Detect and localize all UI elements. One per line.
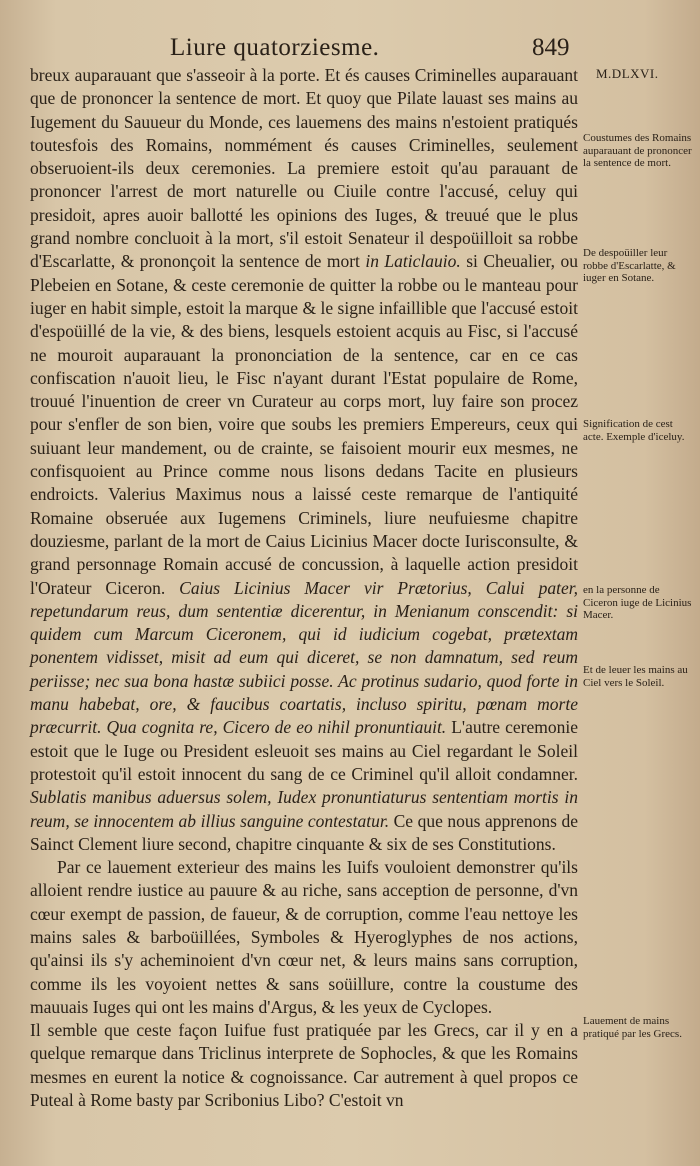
text-run: Il semble que ceste façon Iuifue fust pratiquée par les Grecs, car il y en a quelque remarque dans Triclinus interprete de Sophocles, & que les Romains mesmes en eurent la notice & cognoissance. Car autrement à quel propos ce Puteal à Rome basty par Scribonius Libo? C'estoit vn [30, 1020, 578, 1111]
margin-year: M.DLXVI. [596, 66, 659, 81]
margin-note: Lauement de mains pratiqué par les Grecs. [583, 1015, 682, 1040]
margin-note: Signification de cest acte. Exemple d'iceluy. [583, 418, 685, 443]
margin-note: Coustumes des Romains auparauant de prononcer la sentence de mort. [583, 132, 692, 169]
paragraph [30, 856, 578, 1019]
paragraph [30, 1019, 578, 1112]
latin-quotation: Sublatis manibus aduersus solem, Iudex pronuntiaturus sententiam mortis in reum, se innocentem ab illius sanguine contestatur. [30, 787, 578, 831]
page-number: 849 [532, 34, 570, 61]
latin-quotation: Caius Licinius Macer vir Prætorius, Calui pater, repetundarum reus, dum sententiæ dicerentur, in Menianum conscendit: si quidem cum Marcum Ciceronem, qui id iudicium cogebat, prætextam ponentem vidisset, misit ad eum qui diceret, se non damnatum, sed reum periisse; nec sua bona hastæ subiici posse. Ac protinus sudario, quod forte in manu habebat, ore, & faucibus coartatis, incluso spiritu, pœnam morte præcurrit. Qua cognita re, Cicero de eo nihil pronuntiauit. [30, 577, 578, 738]
text-run: si Cheualier, ou Plebeien en Sotane, & ceste ceremonie de quitter la robbe ou le manteau pour iuger en habit simple, estoit la marque & le signe infaillible que l'accusé estoit d'espoüillé de la vie, & des biens, lesquels estoient acquis au Fisc, si l'accusé ne mouroit auparauant la prononciation de la sentence, car en ce cas confiscation n'auoit lieu, le Fisc n'ayant durant l'Estat populaire de Rome, trouué l'inuention de creer vn Curateur au corps mort, luy faire son procez pour s'enfler de son bien, voire que soubs les premiers Empereurs, ceux qui suiuant leur mandement, ou de crainte, se faisoient mourir eux mesmes, ne confisquoient au Prince comme nous lisons dedans Tacite en plusieurs endroicts. Valerius Maximus nous a laissé ceste remarque de l'antiquité Romaine obseruée aux Iugemens Criminels, liure neufuiesme chapitre douziesme, parlant de la mort de Caius Licinius Macer docte Iurisconsulte, & grand personnage Romain accusé de concussion, à laquelle action presidoit l'Orateur Ciceron. [30, 251, 579, 598]
margin-note: en la personne de Ciceron iuge de Licinius Macer. [583, 584, 692, 621]
body-text [30, 64, 578, 1112]
text-run: breux auparauant que s'asseoir à la porte. Et és causes Criminelles auparauant que de prononcer la sentence de mort. Et quoy que Pilate lauast ses mains au Iugement du Sauueur du Monde, ces lauemens des mains n'estoient pratiqués toutesfois des Romains, nommément és causes Criminelles, seulement obseruoient-ils deux ceremonies. La premiere estoit qu'au parauant de prononcer l'arrest de mort naturelle ou Ciuile contre l'accusé, celuy qui presidoit, apres auoir ballotté les opinions des Iuges, & treuué que le plus grand nombre concluoit à la mort, s'il estoit Senateur il despoüilloit sa robbe d'Escarlatte, & prononçoit la sentence de mort [30, 65, 578, 272]
margin-note: Et de leuer les mains au Ciel vers le Soleil. [583, 664, 688, 689]
margin-note: De despoüiller leur robbe d'Escarlatte, & iuger en Sotane. [583, 247, 676, 284]
text-run: Ce que nous apprenons de Sainct Clement liure second, chapitre cinquante & six de ses Constitutions. [30, 810, 578, 854]
paragraph [30, 64, 578, 856]
latin-quotation: in Laticlauio. [365, 251, 461, 272]
running-title: Liure quatorziesme. [170, 34, 380, 61]
text-run: Par ce lauement exterieur des mains les Iuifs vouloient demonstrer qu'ils alloient rendre iustice au pauure & au riche, sans acception de personne, d'vn cœur exempt de passion, de faueur, & de corruption, comme l'eau nettoye les mains sales & barboüillées, Symboles & Hyeroglyphes de nos actions, qu'ainsi ils s'y acheminoient d'vn cœur net, & leurs mains sans corruption, comme ils les voyoient nettes & sans soüillure, contre la coustume des mauuais Iuges qui ont les mains d'Argus, & les yeux de Cyclopes. [30, 857, 578, 1017]
text-run: L'autre ceremonie estoit que le Iuge ou President esleuoit ses mains au Ciel regardant le Soleil protestoit qu'il estoit innocent du sang de ce Criminel qu'il alloit condamner. [30, 717, 578, 784]
